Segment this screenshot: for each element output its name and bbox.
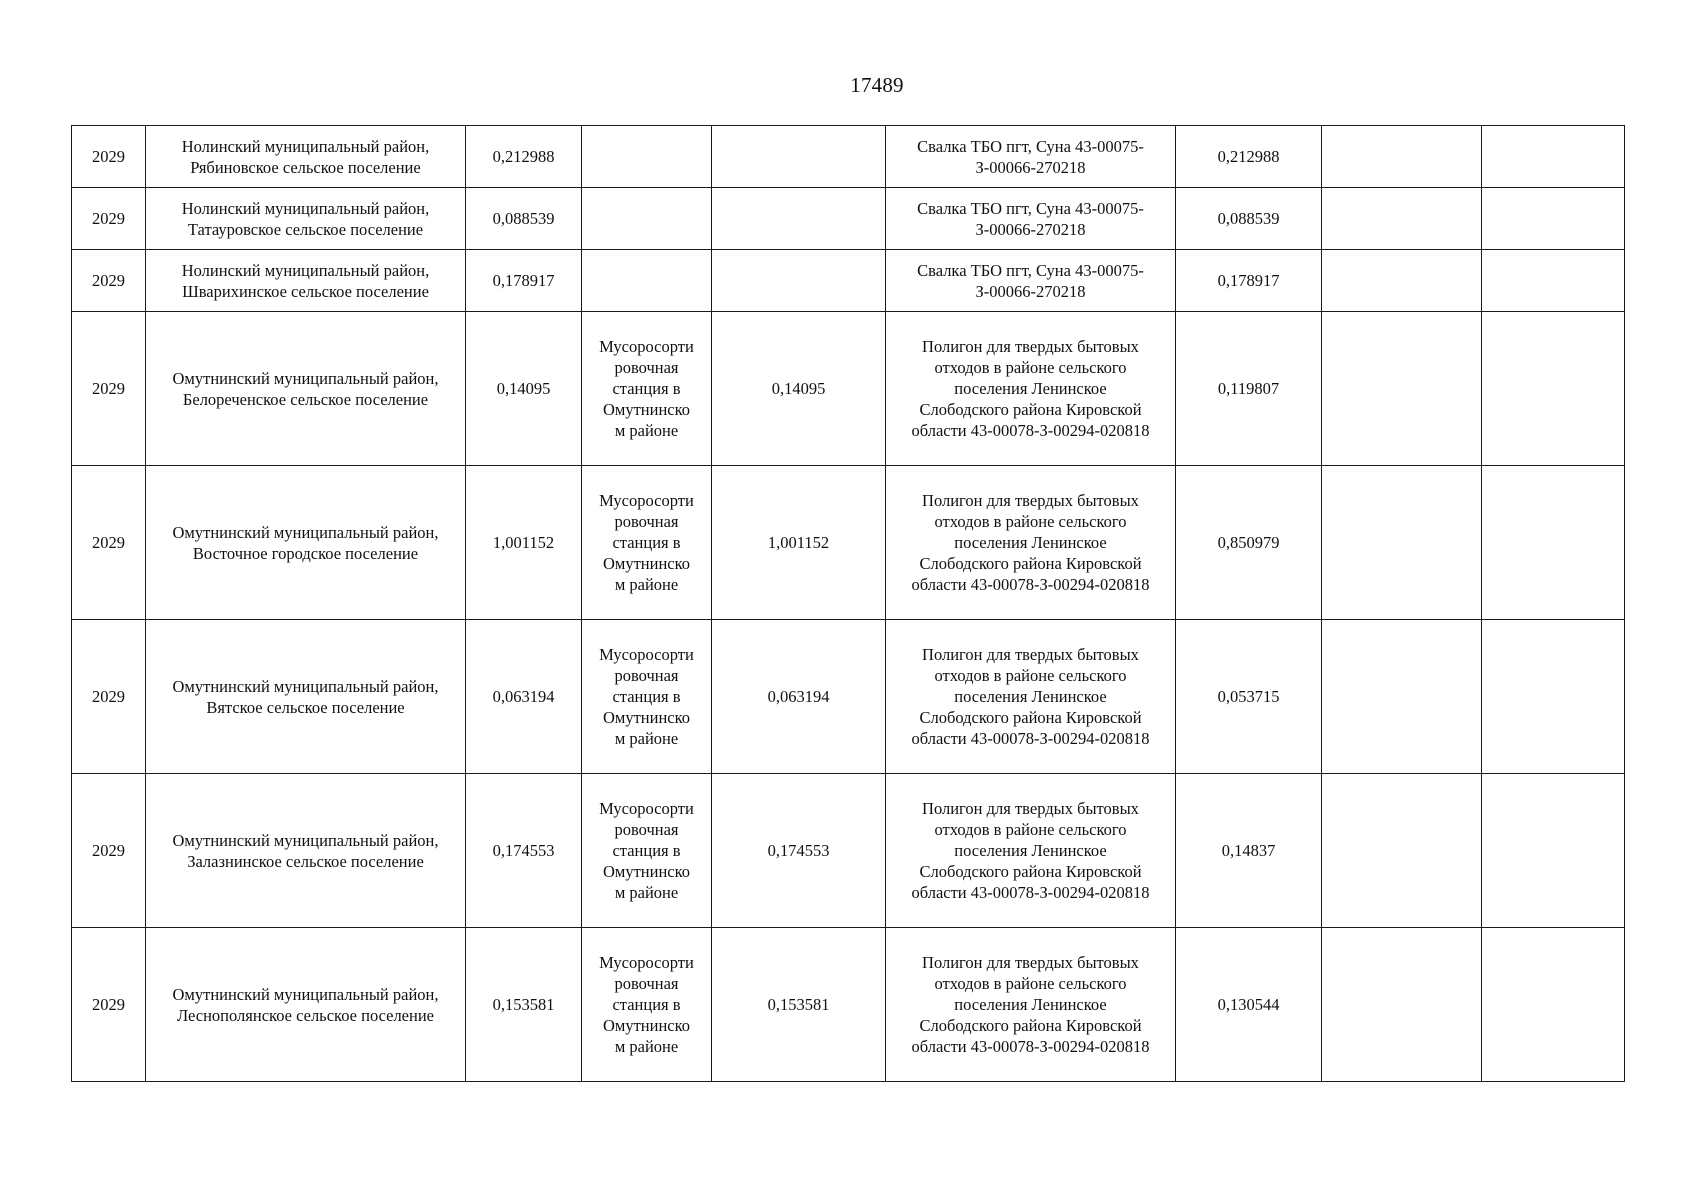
- facility-volume-cell: [1176, 466, 1322, 620]
- facility-volume-cell: [1176, 126, 1322, 188]
- year-cell-text: 2029: [92, 841, 125, 860]
- volume-cell: [466, 774, 582, 928]
- station-volume-cell-text: 1,001152: [767, 533, 830, 552]
- table-row: [72, 774, 1625, 928]
- empty-cell: [1322, 774, 1482, 928]
- disposal-facility-cell: [886, 312, 1176, 466]
- municipality-cell: [146, 312, 466, 466]
- sorting-station-cell: [582, 312, 712, 466]
- volume-cell-text: 0,088539: [492, 209, 555, 228]
- municipality-cell-text: Омутнинский муниципальный район, Вятское сельское поселение: [172, 676, 439, 717]
- facility-volume-cell-text: 0,14837: [1221, 841, 1276, 860]
- station-volume-cell-text: 0,174553: [767, 841, 830, 860]
- municipality-cell-text: Нолинский муниципальный район, Шварихинское сельское поселение: [181, 260, 430, 301]
- sorting-station-cell: [582, 126, 712, 188]
- disposal-facility-cell: [886, 620, 1176, 774]
- volume-cell-text: 1,001152: [492, 533, 555, 552]
- year-cell: [72, 774, 146, 928]
- volume-cell-text: 0,063194: [492, 687, 555, 706]
- municipality-cell: [146, 466, 466, 620]
- disposal-facility-cell: [886, 466, 1176, 620]
- facility-volume-cell-text: 0,119807: [1217, 379, 1280, 398]
- facility-volume-cell-text: 0,088539: [1217, 209, 1280, 228]
- volume-cell: [466, 188, 582, 250]
- station-volume-cell: [712, 250, 886, 312]
- station-volume-cell: [712, 188, 886, 250]
- year-cell: [72, 188, 146, 250]
- facility-volume-cell: [1176, 188, 1322, 250]
- disposal-facility-cell-text: Полигон для твердых бытовых отходов в районе сельского поселения Ленинское Слободского района Кировской области 43-00078-З-00294-020818: [911, 645, 1150, 748]
- waste-flow-table: [71, 125, 1625, 1082]
- year-cell: [72, 312, 146, 466]
- empty-cell: [1482, 466, 1625, 620]
- empty-cell: [1322, 250, 1482, 312]
- sorting-station-cell: [582, 928, 712, 1082]
- municipality-cell: [146, 188, 466, 250]
- year-cell-text: 2029: [92, 533, 125, 552]
- municipality-cell: [146, 928, 466, 1082]
- station-volume-cell: [712, 466, 886, 620]
- empty-cell: [1322, 188, 1482, 250]
- table-row: [72, 188, 1625, 250]
- empty-cell: [1482, 774, 1625, 928]
- disposal-facility-cell: [886, 774, 1176, 928]
- station-volume-cell: [712, 620, 886, 774]
- station-volume-cell: [712, 312, 886, 466]
- empty-cell: [1322, 466, 1482, 620]
- facility-volume-cell: [1176, 620, 1322, 774]
- disposal-facility-cell-text: Свалка ТБО пгт, Суна 43-00075- З-00066-270218: [917, 260, 1144, 301]
- table-row: [72, 620, 1625, 774]
- year-cell-text: 2029: [92, 271, 125, 290]
- facility-volume-cell-text: 0,053715: [1217, 687, 1280, 706]
- station-volume-cell: [712, 928, 886, 1082]
- year-cell-text: 2029: [92, 147, 125, 166]
- volume-cell: [466, 250, 582, 312]
- year-cell: [72, 620, 146, 774]
- table-row: [72, 466, 1625, 620]
- year-cell: [72, 250, 146, 312]
- facility-volume-cell: [1176, 312, 1322, 466]
- municipality-cell: [146, 126, 466, 188]
- volume-cell: [466, 928, 582, 1082]
- municipality-cell: [146, 250, 466, 312]
- municipality-cell-text: Омутнинский муниципальный район, Белореченское сельское поселение: [172, 368, 439, 409]
- year-cell: [72, 466, 146, 620]
- table-body: [72, 126, 1625, 1082]
- sorting-station-cell: [582, 620, 712, 774]
- volume-cell-text: 0,153581: [492, 995, 555, 1014]
- sorting-station-cell-text: Мусоросорти ровочная станция в Омутнинско м районе: [599, 799, 694, 902]
- disposal-facility-cell: [886, 188, 1176, 250]
- volume-cell: [466, 312, 582, 466]
- page-number: 17489: [850, 73, 904, 97]
- year-cell: [72, 928, 146, 1082]
- table-row: [72, 312, 1625, 466]
- volume-cell: [466, 466, 582, 620]
- station-volume-cell: [712, 774, 886, 928]
- municipality-cell: [146, 620, 466, 774]
- volume-cell: [466, 620, 582, 774]
- year-cell-text: 2029: [92, 995, 125, 1014]
- facility-volume-cell: [1176, 250, 1322, 312]
- sorting-station-cell-text: Мусоросорти ровочная станция в Омутнинско м районе: [599, 645, 694, 748]
- empty-cell: [1322, 928, 1482, 1082]
- empty-cell: [1322, 620, 1482, 774]
- municipality-cell-text: Омутнинский муниципальный район, Восточное городское поселение: [172, 522, 439, 563]
- facility-volume-cell: [1176, 928, 1322, 1082]
- empty-cell: [1482, 620, 1625, 774]
- disposal-facility-cell-text: Свалка ТБО пгт, Суна 43-00075- З-00066-270218: [917, 198, 1144, 239]
- municipality-cell-text: Омутнинский муниципальный район, Леснополянское сельское поселение: [172, 984, 439, 1025]
- volume-cell-text: 0,178917: [492, 271, 555, 290]
- empty-cell: [1322, 312, 1482, 466]
- sorting-station-cell-text: Мусоросорти ровочная станция в Омутнинско м районе: [599, 337, 694, 440]
- facility-volume-cell-text: 0,130544: [1217, 995, 1280, 1014]
- sorting-station-cell: [582, 774, 712, 928]
- volume-cell-text: 0,174553: [492, 841, 555, 860]
- year-cell-text: 2029: [92, 209, 125, 228]
- year-cell-text: 2029: [92, 379, 125, 398]
- facility-volume-cell: [1176, 774, 1322, 928]
- sorting-station-cell: [582, 250, 712, 312]
- sorting-station-cell-text: Мусоросорти ровочная станция в Омутнинско м районе: [599, 491, 694, 594]
- volume-cell-text: 0,212988: [492, 147, 555, 166]
- disposal-facility-cell: [886, 126, 1176, 188]
- volume-cell: [466, 126, 582, 188]
- disposal-facility-cell: [886, 250, 1176, 312]
- table-row: [72, 250, 1625, 312]
- empty-cell: [1482, 312, 1625, 466]
- empty-cell: [1482, 188, 1625, 250]
- year-cell-text: 2029: [92, 687, 125, 706]
- disposal-facility-cell-text: Полигон для твердых бытовых отходов в районе сельского поселения Ленинское Слободского района Кировской области 43-00078-З-00294-020818: [911, 491, 1150, 594]
- empty-cell: [1482, 126, 1625, 188]
- facility-volume-cell-text: 0,850979: [1217, 533, 1280, 552]
- disposal-facility-cell-text: Полигон для твердых бытовых отходов в районе сельского поселения Ленинское Слободского района Кировской области 43-00078-З-00294-020818: [911, 337, 1150, 440]
- disposal-facility-cell: [886, 928, 1176, 1082]
- facility-volume-cell-text: 0,178917: [1217, 271, 1280, 290]
- municipality-cell-text: Омутнинский муниципальный район, Залазнинское сельское поселение: [172, 830, 439, 871]
- volume-cell-text: 0,14095: [496, 379, 551, 398]
- empty-cell: [1482, 928, 1625, 1082]
- empty-cell: [1322, 126, 1482, 188]
- sorting-station-cell: [582, 466, 712, 620]
- municipality-cell-text: Нолинский муниципальный район, Татауровское сельское поселение: [181, 198, 430, 239]
- facility-volume-cell-text: 0,212988: [1217, 147, 1280, 166]
- table-row: [72, 928, 1625, 1082]
- disposal-facility-cell-text: Свалка ТБО пгт, Суна 43-00075- З-00066-270218: [917, 136, 1144, 177]
- table-row: [72, 126, 1625, 188]
- station-volume-cell-text: 0,063194: [767, 687, 830, 706]
- station-volume-cell: [712, 126, 886, 188]
- sorting-station-cell: [582, 188, 712, 250]
- disposal-facility-cell-text: Полигон для твердых бытовых отходов в районе сельского поселения Ленинское Слободского района Кировской области 43-00078-З-00294-020818: [911, 953, 1150, 1056]
- station-volume-cell-text: 0,153581: [767, 995, 830, 1014]
- disposal-facility-cell-text: Полигон для твердых бытовых отходов в районе сельского поселения Ленинское Слободского района Кировской области 43-00078-З-00294-020818: [911, 799, 1150, 902]
- station-volume-cell-text: 0,14095: [771, 379, 826, 398]
- year-cell: [72, 126, 146, 188]
- empty-cell: [1482, 250, 1625, 312]
- municipality-cell-text: Нолинский муниципальный район, Рябиновское сельское поселение: [181, 136, 430, 177]
- sorting-station-cell-text: Мусоросорти ровочная станция в Омутнинско м районе: [599, 953, 694, 1056]
- municipality-cell: [146, 774, 466, 928]
